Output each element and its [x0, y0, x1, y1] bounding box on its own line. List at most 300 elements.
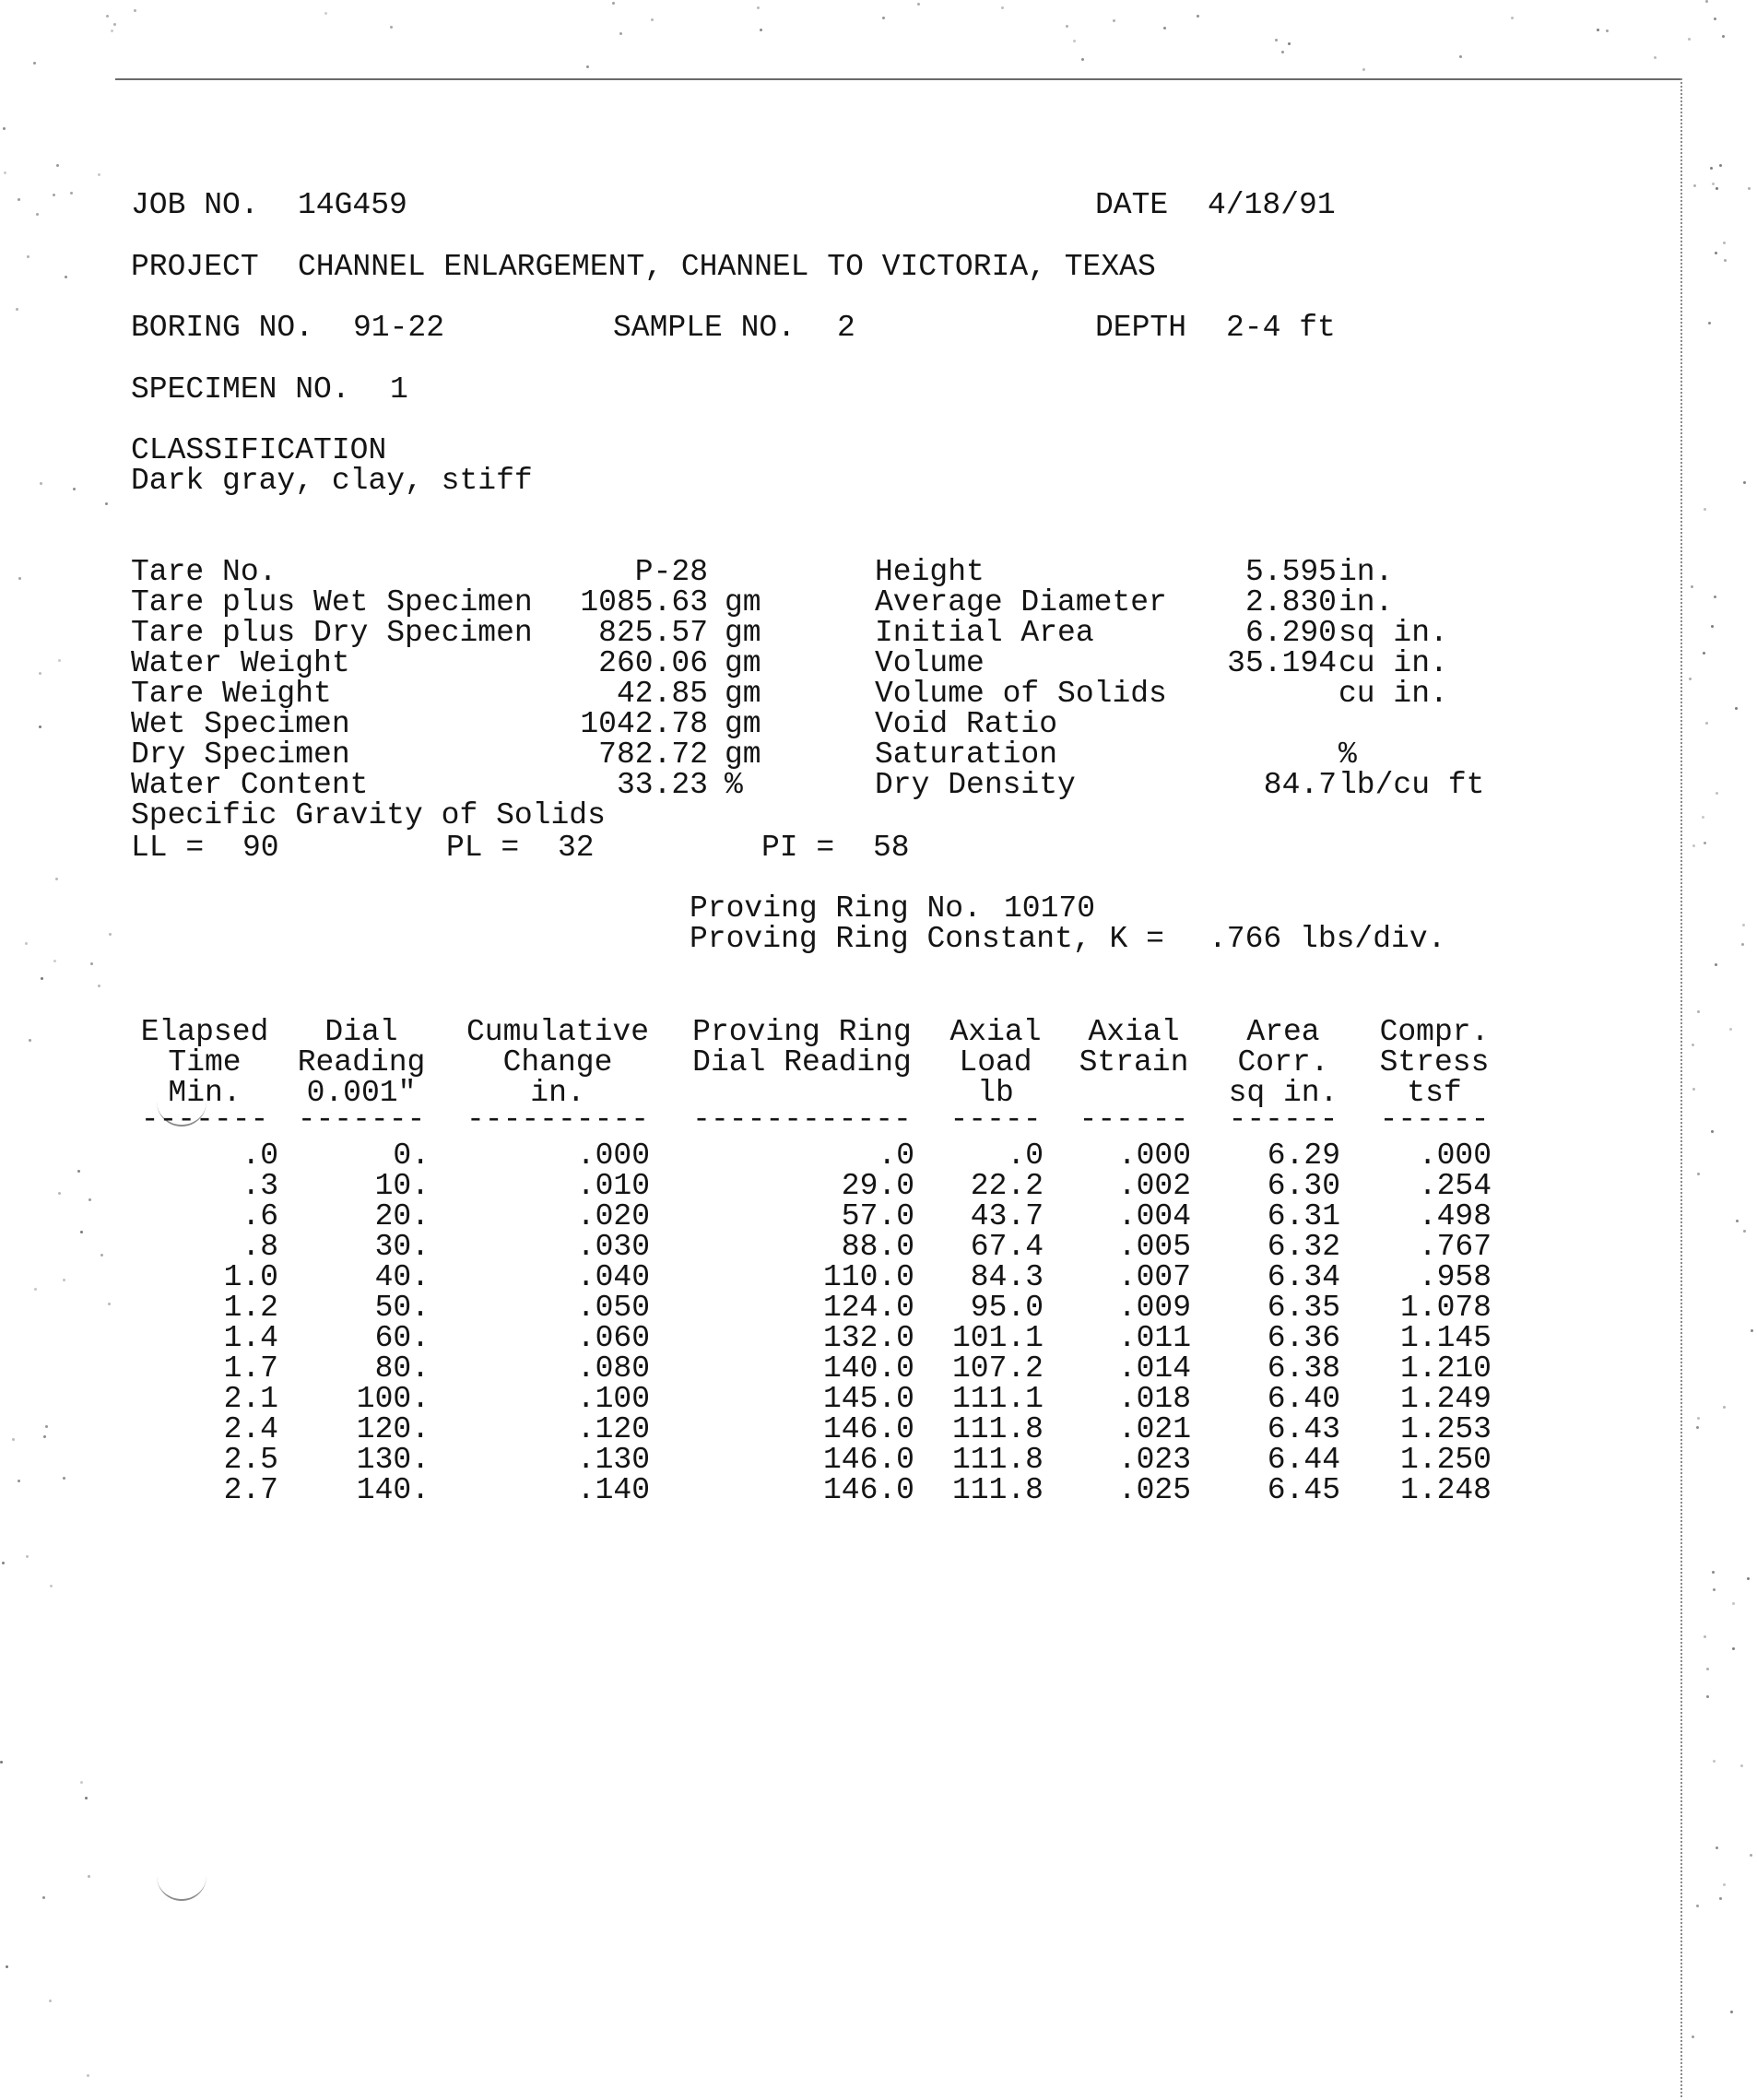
column-header: Load — [959, 1045, 1032, 1079]
scan-speck — [651, 18, 654, 21]
column-header: Compr. — [1379, 1015, 1490, 1049]
scan-speck — [1730, 2011, 1733, 2013]
date-label: DATE — [1095, 188, 1169, 222]
compressive-stress: 1.248 — [1399, 1473, 1492, 1507]
scan-speck — [1696, 1905, 1699, 1907]
elapsed-time: 1.0 — [223, 1260, 278, 1294]
pi-label: PI = — [761, 831, 835, 865]
scan-speck — [1740, 1764, 1743, 1767]
scan-speck — [1689, 678, 1692, 680]
property-label: Specific Gravity of Solids — [131, 798, 606, 832]
scan-speck — [1716, 187, 1718, 190]
scan-speck — [1275, 39, 1278, 41]
scan-speck — [1712, 183, 1715, 185]
cumulative-change: .130 — [576, 1443, 650, 1477]
property-unit: gm — [725, 737, 761, 772]
scan-speck — [1692, 1044, 1694, 1046]
boring-label: BORING NO. — [131, 311, 314, 345]
column-header: Elapsed — [140, 1015, 269, 1049]
column-rule: ------- — [140, 1103, 269, 1137]
scan-speck — [1747, 1577, 1750, 1580]
scan-speck — [760, 29, 762, 31]
scan-speck — [1742, 924, 1745, 926]
cumulative-change: .080 — [576, 1351, 650, 1386]
scan-speck — [1706, 1668, 1709, 1670]
job-label: JOB NO. — [131, 188, 259, 222]
proving-ring-number-label: Proving Ring No. — [690, 891, 982, 926]
scan-speck — [1732, 1647, 1735, 1650]
property-value: 84.7 — [1263, 768, 1337, 802]
cumulative-change: .140 — [576, 1473, 650, 1507]
scan-speck — [1459, 55, 1462, 58]
scan-speck — [113, 23, 116, 26]
pi-value: 58 — [873, 831, 910, 865]
scan-speck — [1281, 51, 1284, 53]
axial-strain: .002 — [1117, 1169, 1191, 1203]
column-header: Strain — [1079, 1045, 1189, 1079]
property-label: Tare plus Wet Specimen — [131, 585, 533, 619]
axial-strain: .023 — [1117, 1443, 1191, 1477]
scan-speck — [1001, 6, 1004, 9]
proving-ring-reading: 57.0 — [841, 1199, 914, 1233]
axial-load: 43.7 — [970, 1199, 1044, 1233]
scan-speck — [53, 960, 56, 962]
classification-value: Dark gray, clay, stiff — [131, 464, 533, 498]
scan-speck — [1714, 596, 1716, 598]
scan-speck — [1751, 1329, 1753, 1332]
axial-strain: .011 — [1117, 1321, 1191, 1355]
compressive-stress: .958 — [1418, 1260, 1492, 1294]
column-header: Dial — [324, 1015, 398, 1049]
scan-speck — [1736, 1220, 1739, 1222]
axial-load: 111.8 — [951, 1412, 1044, 1446]
compressive-stress: .254 — [1418, 1169, 1492, 1203]
scan-speck — [16, 308, 18, 311]
proving-ring-reading: 124.0 — [822, 1291, 914, 1325]
scan-speck — [1743, 1230, 1746, 1233]
dial-reading: 0. — [393, 1138, 430, 1173]
scan-speck — [1066, 25, 1068, 28]
elapsed-time: .8 — [242, 1230, 278, 1264]
compressive-stress: 1.078 — [1399, 1291, 1492, 1325]
pl-value: 32 — [558, 831, 595, 865]
area-corrected: 6.38 — [1267, 1351, 1340, 1386]
axial-strain: .018 — [1117, 1382, 1191, 1416]
scan-speck — [1511, 17, 1514, 19]
scan-speck — [26, 1555, 29, 1558]
property-label: Dry Density — [875, 768, 1076, 802]
column-header: Axial — [1088, 1015, 1180, 1049]
scan-speck — [87, 2074, 89, 2077]
proving-ring-reading: 146.0 — [822, 1443, 914, 1477]
property-unit: % — [725, 768, 743, 802]
cumulative-change: .040 — [576, 1260, 650, 1294]
area-corrected: 6.35 — [1267, 1291, 1340, 1325]
scan-speck — [1710, 167, 1713, 170]
ll-label: LL = — [131, 831, 205, 865]
dial-reading: 50. — [374, 1291, 430, 1325]
job-number: 14G459 — [298, 188, 407, 222]
scan-speck — [2, 1562, 5, 1564]
classification-label: CLASSIFICATION — [131, 433, 387, 467]
sample-number: 2 — [837, 311, 855, 345]
property-label: Height — [875, 555, 985, 589]
dial-reading: 100. — [356, 1382, 430, 1416]
scan-speck — [1715, 252, 1717, 254]
proving-ring-reading: 110.0 — [822, 1260, 914, 1294]
property-unit: gm — [725, 585, 761, 619]
scan-speck — [1715, 963, 1717, 966]
scan-speck — [1705, 722, 1708, 725]
column-rule: ---------- — [466, 1103, 650, 1137]
area-corrected: 6.34 — [1267, 1260, 1340, 1294]
proving-ring-reading: 29.0 — [841, 1169, 914, 1203]
column-rule: ------ — [1228, 1103, 1338, 1137]
property-unit: gm — [725, 616, 761, 650]
scan-speck — [18, 1480, 20, 1482]
axial-strain: .021 — [1117, 1412, 1191, 1446]
scan-speck — [1706, 1695, 1709, 1698]
column-header: Dial Reading — [692, 1045, 912, 1079]
column-header: Stress — [1379, 1045, 1490, 1079]
scan-speck — [1748, 187, 1751, 190]
scan-speck — [80, 1781, 83, 1784]
project-label: PROJECT — [131, 250, 259, 284]
compressive-stress: 1.249 — [1399, 1382, 1492, 1416]
scan-speck — [18, 198, 20, 201]
scan-speck — [586, 65, 589, 68]
scan-speck — [56, 164, 59, 167]
column-rule: ------ — [1079, 1103, 1189, 1137]
sample-label: SAMPLE NO. — [613, 311, 796, 345]
column-header: Area — [1246, 1015, 1320, 1049]
scan-speck — [90, 962, 93, 965]
scan-speck — [1724, 259, 1727, 262]
scan-speck — [1288, 42, 1291, 45]
scan-speck — [1713, 1588, 1716, 1591]
column-unit: tsf — [1407, 1076, 1462, 1110]
scan-speck — [1713, 1760, 1716, 1763]
axial-load: 95.0 — [970, 1291, 1044, 1325]
scan-speck — [4, 171, 6, 174]
property-value: 35.194 — [1227, 646, 1337, 680]
dial-reading: 10. — [374, 1169, 430, 1203]
scan-speck — [1654, 56, 1657, 59]
scan-speck — [39, 726, 41, 728]
scan-speck — [1750, 1854, 1752, 1857]
axial-load: 111.8 — [951, 1473, 1044, 1507]
pl-label: PL = — [446, 831, 520, 865]
property-label: Saturation — [875, 737, 1058, 772]
column-header: Time — [168, 1045, 242, 1079]
compressive-stress: .767 — [1418, 1230, 1492, 1264]
proving-ring-reading: 146.0 — [822, 1412, 914, 1446]
scan-speck — [65, 276, 67, 278]
axial-load: 84.3 — [970, 1260, 1044, 1294]
scan-speck — [70, 192, 73, 195]
area-corrected: 6.36 — [1267, 1321, 1340, 1355]
scan-speck — [1723, 1883, 1726, 1886]
cumulative-change: .010 — [576, 1169, 650, 1203]
scan-speck — [134, 9, 136, 12]
property-value: 782.72 — [598, 737, 708, 772]
dial-reading: 30. — [374, 1230, 430, 1264]
property-label: Average Diameter — [875, 585, 1167, 619]
scan-speck — [1716, 792, 1718, 795]
scan-speck — [1712, 1571, 1715, 1574]
proving-ring-constant-label: Proving Ring Constant, K = — [690, 922, 1164, 956]
property-unit: cu in. — [1338, 646, 1448, 680]
scan-speck — [0, 1761, 3, 1764]
scan-speck — [1704, 508, 1706, 511]
scan-speck — [98, 985, 100, 987]
elapsed-time: 1.4 — [223, 1321, 278, 1355]
proving-ring-reading: 132.0 — [822, 1321, 914, 1355]
scan-speck — [50, 1585, 53, 1587]
scan-speck — [1688, 38, 1691, 41]
scan-speck — [1732, 1602, 1735, 1605]
project-value: CHANNEL ENLARGEMENT, CHANNEL TO VICTORIA, TEXAS — [298, 250, 1156, 284]
scan-speck — [917, 3, 920, 6]
scan-speck — [1723, 242, 1726, 244]
scan-speck — [1704, 842, 1706, 844]
scan-speck — [25, 942, 28, 945]
axial-strain: .014 — [1117, 1351, 1191, 1386]
axial-load: .0 — [1007, 1138, 1044, 1173]
compressive-stress: .000 — [1418, 1138, 1492, 1173]
scan-speck — [1719, 1897, 1722, 1900]
proving-ring-reading: 146.0 — [822, 1473, 914, 1507]
property-value: 1042.78 — [580, 707, 708, 741]
property-value: 260.06 — [598, 646, 708, 680]
proving-ring-number: 10170 — [1004, 891, 1096, 926]
scan-speck — [80, 1231, 83, 1233]
compressive-stress: 1.250 — [1399, 1443, 1492, 1477]
property-unit: % — [1338, 737, 1357, 772]
scan-speck — [1704, 1635, 1706, 1638]
scan-speck — [390, 26, 393, 29]
dial-reading: 40. — [374, 1260, 430, 1294]
axial-load: 111.1 — [951, 1382, 1044, 1416]
property-unit: gm — [725, 677, 761, 711]
scan-speck — [29, 1039, 31, 1042]
scan-speck — [34, 1288, 37, 1291]
column-unit: Min. — [168, 1076, 242, 1110]
scan-speck — [324, 12, 327, 15]
scan-speck — [612, 2, 615, 5]
axial-load: 67.4 — [970, 1230, 1044, 1264]
property-value: 5.595 — [1244, 555, 1337, 589]
proving-ring-reading: 140.0 — [822, 1351, 914, 1386]
scan-speck — [98, 173, 100, 176]
scan-speck — [1743, 481, 1746, 484]
scan-speck — [58, 659, 61, 662]
cumulative-change: .020 — [576, 1199, 650, 1233]
scan-speck — [18, 577, 21, 580]
scan-speck — [1702, 816, 1704, 819]
area-corrected: 6.29 — [1267, 1138, 1340, 1173]
scan-speck — [53, 194, 55, 196]
elapsed-time: 2.5 — [223, 1443, 278, 1477]
property-unit: gm — [725, 646, 761, 680]
scan-speck — [49, 2000, 52, 2002]
proving-ring-reading: 88.0 — [841, 1230, 914, 1264]
property-value: 825.57 — [598, 616, 708, 650]
scan-speck — [33, 62, 36, 65]
scan-speck — [1692, 844, 1695, 847]
property-value: 42.85 — [616, 677, 708, 711]
dial-reading: 140. — [356, 1473, 430, 1507]
axial-load: 101.1 — [951, 1321, 1044, 1355]
axial-load: 107.2 — [951, 1351, 1044, 1386]
page-border-top — [115, 78, 1682, 80]
scan-speck — [1697, 1173, 1700, 1175]
property-value: 1085.63 — [580, 585, 708, 619]
axial-strain: .000 — [1117, 1138, 1191, 1173]
elapsed-time: .3 — [242, 1169, 278, 1203]
scan-speck — [106, 15, 109, 18]
depth-value: 2-4 ft — [1226, 311, 1336, 345]
column-header: Corr. — [1237, 1045, 1329, 1079]
column-header: Change — [502, 1045, 613, 1079]
column-unit: sq in. — [1228, 1076, 1338, 1110]
compressive-stress: 1.145 — [1399, 1321, 1492, 1355]
area-corrected: 6.31 — [1267, 1199, 1340, 1233]
proving-ring-reading: .0 — [878, 1138, 914, 1173]
area-corrected: 6.44 — [1267, 1443, 1340, 1477]
area-corrected: 6.43 — [1267, 1412, 1340, 1446]
column-header: Cumulative — [466, 1015, 650, 1049]
cumulative-change: .050 — [576, 1291, 650, 1325]
column-header: Reading — [297, 1045, 426, 1079]
scan-speck — [55, 878, 58, 880]
scan-speck — [1716, 1846, 1718, 1849]
dial-reading: 60. — [374, 1321, 430, 1355]
scan-speck — [1197, 15, 1199, 18]
column-header: Proving Ring — [692, 1015, 912, 1049]
proving-ring-reading: 145.0 — [822, 1382, 914, 1416]
scan-speck — [111, 29, 113, 32]
area-corrected: 6.45 — [1267, 1473, 1340, 1507]
elapsed-time: 2.7 — [223, 1473, 278, 1507]
property-unit: in. — [1338, 555, 1394, 589]
scan-speck — [1113, 19, 1115, 22]
scan-speck — [42, 1896, 45, 1899]
scan-speck — [1735, 707, 1738, 710]
scan-speck — [1723, 1406, 1726, 1409]
scan-speck — [58, 1192, 61, 1195]
scan-speck — [1729, 1028, 1732, 1031]
scan-speck — [109, 933, 112, 936]
property-unit: cu in. — [1338, 677, 1448, 711]
elapsed-time: 1.7 — [223, 1351, 278, 1386]
ll-value: 90 — [242, 831, 279, 865]
property-label: Water Weight — [131, 646, 350, 680]
scan-speck — [1081, 58, 1084, 61]
punch-hole-mark — [157, 1871, 206, 1901]
scan-speck — [1597, 29, 1599, 31]
scan-speck — [12, 1438, 15, 1441]
area-corrected: 6.30 — [1267, 1169, 1340, 1203]
property-label: Water Content — [131, 768, 369, 802]
property-label: Volume of Solids — [875, 677, 1167, 711]
axial-strain: .009 — [1117, 1291, 1191, 1325]
scan-speck — [1714, 18, 1716, 20]
scan-speck — [1691, 585, 1693, 588]
scan-speck — [882, 17, 885, 19]
scan-speck — [1711, 1130, 1714, 1133]
scan-speck — [41, 977, 43, 980]
cumulative-change: .030 — [576, 1230, 650, 1264]
scan-speck — [88, 1875, 90, 1878]
specimen-number: 1 — [390, 372, 408, 407]
depth-label: DEPTH — [1095, 311, 1187, 345]
column-unit: lb — [977, 1076, 1014, 1110]
elapsed-time: 1.2 — [223, 1291, 278, 1325]
property-unit: lb/cu ft — [1338, 768, 1485, 802]
column-rule: ------------ — [692, 1103, 912, 1137]
property-label: Tare plus Dry Specimen — [131, 616, 533, 650]
scan-speck — [108, 1303, 111, 1305]
specimen-label: SPECIMEN NO. — [131, 372, 350, 407]
column-rule: ------- — [297, 1103, 426, 1137]
scan-speck — [100, 1254, 103, 1256]
property-label: Void Ratio — [875, 707, 1058, 741]
elapsed-time: .0 — [242, 1138, 278, 1173]
date-value: 4/18/91 — [1208, 188, 1336, 222]
axial-strain: .004 — [1117, 1199, 1191, 1233]
compressive-stress: .498 — [1418, 1199, 1492, 1233]
scan-speck — [1693, 184, 1696, 187]
property-unit: gm — [725, 707, 761, 741]
scan-speck — [43, 1435, 46, 1438]
scan-speck — [45, 1425, 48, 1428]
scan-speck — [27, 255, 29, 258]
dial-reading: 130. — [356, 1443, 430, 1477]
scan-speck — [1703, 652, 1705, 655]
scan-speck — [63, 1279, 65, 1281]
scan-speck — [1705, 0, 1708, 3]
scan-speck — [1708, 322, 1711, 324]
cumulative-change: .060 — [576, 1321, 650, 1355]
proving-ring-constant: .766 lbs/div. — [1209, 922, 1446, 956]
column-header: Axial — [949, 1015, 1042, 1049]
scan-speck — [1719, 164, 1722, 167]
scan-speck — [1741, 943, 1744, 946]
dial-reading: 120. — [356, 1412, 430, 1446]
property-label: Initial Area — [875, 616, 1094, 650]
scan-speck — [1692, 1088, 1695, 1091]
scan-speck — [88, 1198, 91, 1201]
boring-number: 91-22 — [353, 311, 445, 345]
scan-speck — [39, 672, 41, 675]
scan-speck — [1696, 1426, 1699, 1429]
elapsed-time: .6 — [242, 1199, 278, 1233]
property-value: 2.830 — [1244, 585, 1337, 619]
compressive-stress: 1.210 — [1399, 1351, 1492, 1386]
scan-speck — [757, 6, 760, 9]
scan-speck — [73, 488, 76, 490]
property-label: Tare No. — [131, 555, 277, 589]
page-border-right — [1680, 78, 1682, 2097]
cumulative-change: .100 — [576, 1382, 650, 1416]
property-label: Dry Specimen — [131, 737, 350, 772]
scan-speck — [1711, 625, 1714, 628]
property-label: Wet Specimen — [131, 707, 350, 741]
area-corrected: 6.40 — [1267, 1382, 1340, 1416]
cumulative-change: .000 — [576, 1138, 650, 1173]
area-corrected: 6.32 — [1267, 1230, 1340, 1264]
